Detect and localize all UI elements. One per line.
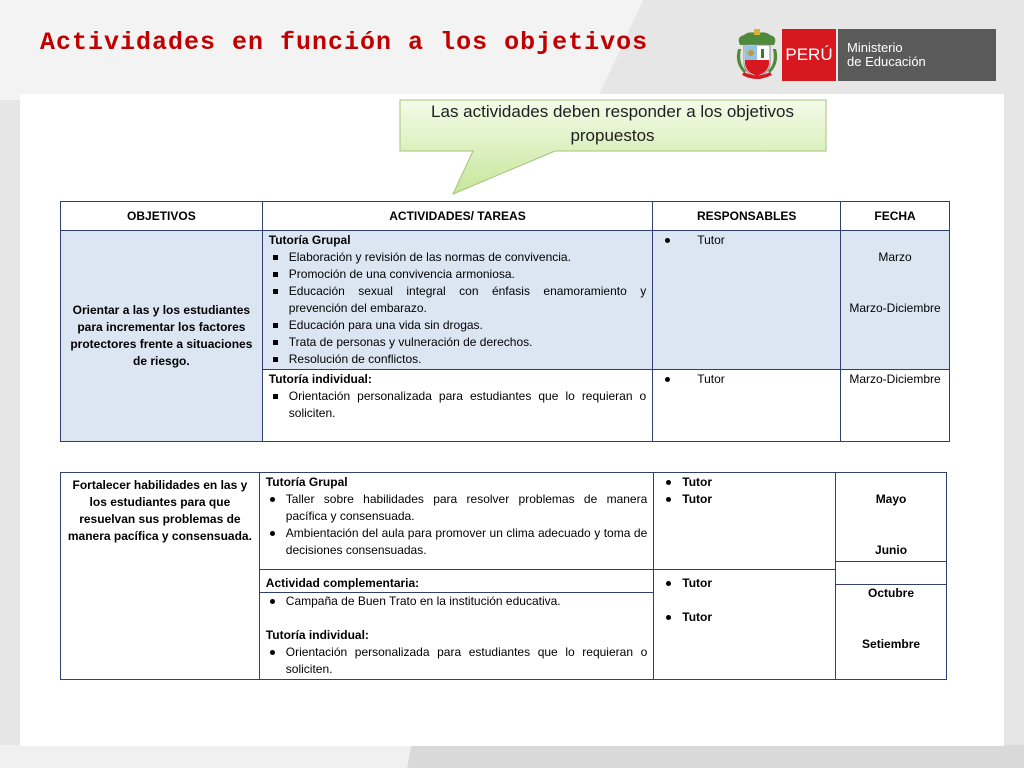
coat-of-arms-icon — [734, 29, 780, 81]
fecha-value: Octubre — [868, 586, 915, 600]
list-item: Orientación personalizada para estudiantes que lo requieran o soliciten. — [266, 644, 647, 678]
list-item: Promoción de una convivencia armoniosa. — [269, 266, 646, 283]
list-item: Trata de personas y vulneración de derechos. — [269, 334, 646, 351]
section-heading: Actividad complementaria: — [265, 576, 420, 590]
list-item: Campaña de Buen Trato en la institución educativa. — [266, 593, 647, 610]
section-heading: Tutoría individual: — [268, 372, 372, 386]
objective-cell: Orientar a las y los estudiantes para incrementar los factores protectores frente a situaciones de riesgo. — [61, 231, 263, 442]
activities-cell — [259, 473, 653, 680]
table-row — [61, 231, 950, 370]
fecha-value: Setiembre — [862, 637, 921, 651]
header-responsables: RESPONSABLES — [653, 202, 841, 231]
fecha-cell — [841, 370, 950, 442]
activities-table-2 — [60, 472, 947, 680]
logo-ministry — [838, 29, 996, 81]
fecha-value: Marzo — [878, 250, 912, 264]
responsable-item: Tutor — [661, 232, 832, 249]
list-item: Educación sexual integral con énfasis enamoramiento y prevención del embarazo. — [269, 283, 646, 317]
activities-cell — [262, 231, 652, 370]
logo-ministry-line2: de Educación — [847, 54, 926, 69]
header-objetivos: OBJETIVOS — [61, 202, 263, 231]
section-heading: Tutoría Grupal — [268, 233, 351, 247]
list-item: Elaboración y revisión de las normas de convivencia. — [269, 249, 646, 266]
logo-ministry-line1: Ministerio — [847, 40, 903, 55]
objective-cell: Fortalecer habilidades en las y los estudiantes para que resuelvan sus problemas de manera pacífica y consensuada. — [61, 473, 260, 680]
responsables-cell — [653, 370, 841, 442]
responsable-item: Tutor — [661, 371, 832, 388]
fecha-cell — [836, 473, 947, 680]
list-item: Resolución de conflictos. — [269, 351, 646, 368]
logo-country: PERÚ — [782, 29, 836, 81]
list-item: Ambientación del aula para promover un clima adecuado y toma de decisiones consensuadas. — [266, 525, 647, 559]
table-row — [61, 473, 947, 680]
fecha-cell — [841, 231, 950, 370]
fecha-value: Junio — [875, 543, 908, 557]
responsables-cell — [654, 473, 836, 680]
header-fecha: FECHA — [841, 202, 950, 231]
responsable-item: Tutor — [662, 609, 827, 626]
header-actividades: ACTIVIDADES/ TAREAS — [262, 202, 652, 231]
responsables-cell — [653, 231, 841, 370]
responsable-item: Tutor — [662, 474, 827, 491]
responsable-item: Tutor — [662, 575, 827, 592]
activities-table-1 — [60, 201, 950, 442]
background-bottom-band — [0, 745, 1024, 768]
list-item: Orientación personalizada para estudiantes que lo requieran o soliciten. — [269, 388, 646, 422]
section-heading: Tutoría Grupal — [265, 475, 348, 489]
section-heading: Tutoría individual: — [265, 628, 369, 642]
fecha-value: Marzo-Diciembre — [849, 301, 941, 315]
callout-text: Las actividades deben responder a los objetivos propuestos — [431, 102, 794, 145]
fecha-value: Marzo-Diciembre — [849, 372, 941, 386]
fecha-value: Mayo — [875, 492, 907, 506]
list-item: Taller sobre habilidades para resolver problemas de manera pacífica y consensuada. — [266, 491, 647, 525]
activities-list — [269, 249, 646, 368]
responsable-item: Tutor — [662, 491, 827, 508]
activities-cell — [262, 370, 652, 442]
slide-title: Actividades en función a los objetivos — [40, 28, 649, 57]
table-header-row — [61, 202, 950, 231]
list-item: Educación para una vida sin drogas. — [269, 317, 646, 334]
